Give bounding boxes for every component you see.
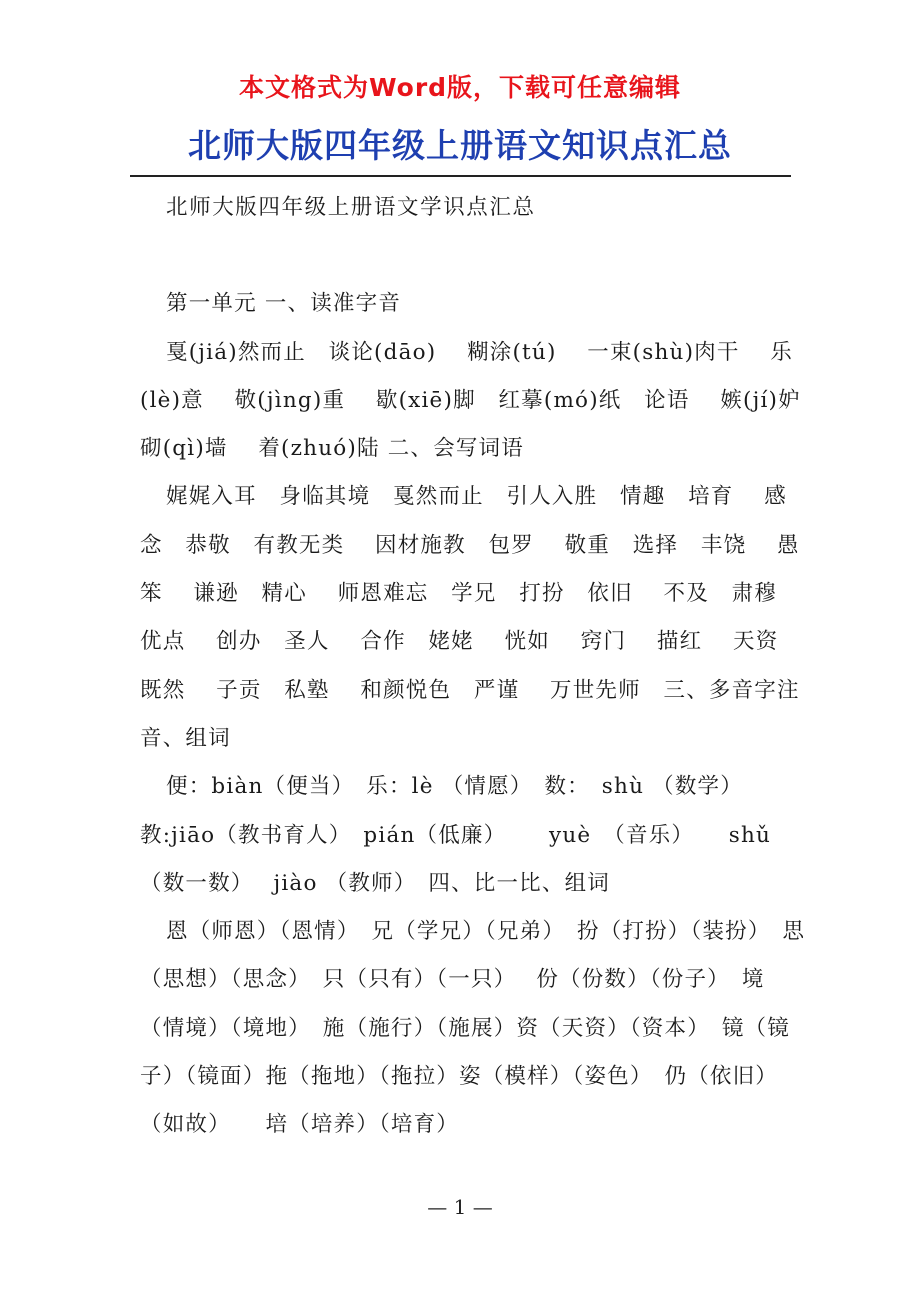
vocabulary-paragraph: 娓娓入耳 身临其境 戛然而止 引人入胜 情趣 培育 感念 恭敬 有教无类 因材施教 包罗 敬重 选择 丰饶 愚笨 谦逊 精心 师恩难忘 学兄 打扮 依旧 不及 肃穆 优点 创办 圣人 合作 姥姥 恍如 窍门 描红 天资 既然 子贡 私塾 和颜悦色 严谨 万世先师 三、多音字注音、组词 xyxy=(140,484,810,751)
download-notice-banner: 本文格式为Word版，下载可任意编辑 xyxy=(238,73,682,102)
body-heading: 北师大版四年级上册语文学识点汇总 xyxy=(166,195,536,220)
document-body xyxy=(140,184,832,1150)
page-number: — 1 — xyxy=(427,1195,493,1219)
title-divider xyxy=(130,175,791,177)
blank-line xyxy=(140,232,808,280)
unit-heading: 第一单元 一、读准字音 xyxy=(166,291,402,317)
compare-words-paragraph: 恩（师恩）（恩情） 兄（学兄）（兄弟） 扮（打扮）（装扮） 思（思想）（思念） 只（只有）（一只） 份（份数）（份子） 境（情境）（境地） 施（施行）（施展）资（天资）（资本） 镜（镜子）（镜面）拖（拖地）（拖拉）姿（模样）（姿色） 仍（依旧）（如故） 培（培养）（培育） xyxy=(140,919,806,1138)
pronunciation-paragraph: 戛(jiá)然而止 谈论(dāo) 糊涂(tú) 一束(shù)肉干 乐(lè)意 敬(jìng)重 歇(xiē)脚 红摹(mó)纸 论语 嫉(jí)妒 砌(qì)墙 着(zhuó)陆 二、会写词语 xyxy=(140,339,832,462)
polyphone-paragraph: 便：biàn（便当） 乐：lè （情愿） 数： shù （数学） 教:jiāo（教书育人） pián（低廉） yuè （音乐） shǔ （数一数） jiào （教师） 四、比一比、组词 xyxy=(140,774,772,896)
document-title: 北师大版四年级上册语文知识点汇总 xyxy=(188,126,732,165)
